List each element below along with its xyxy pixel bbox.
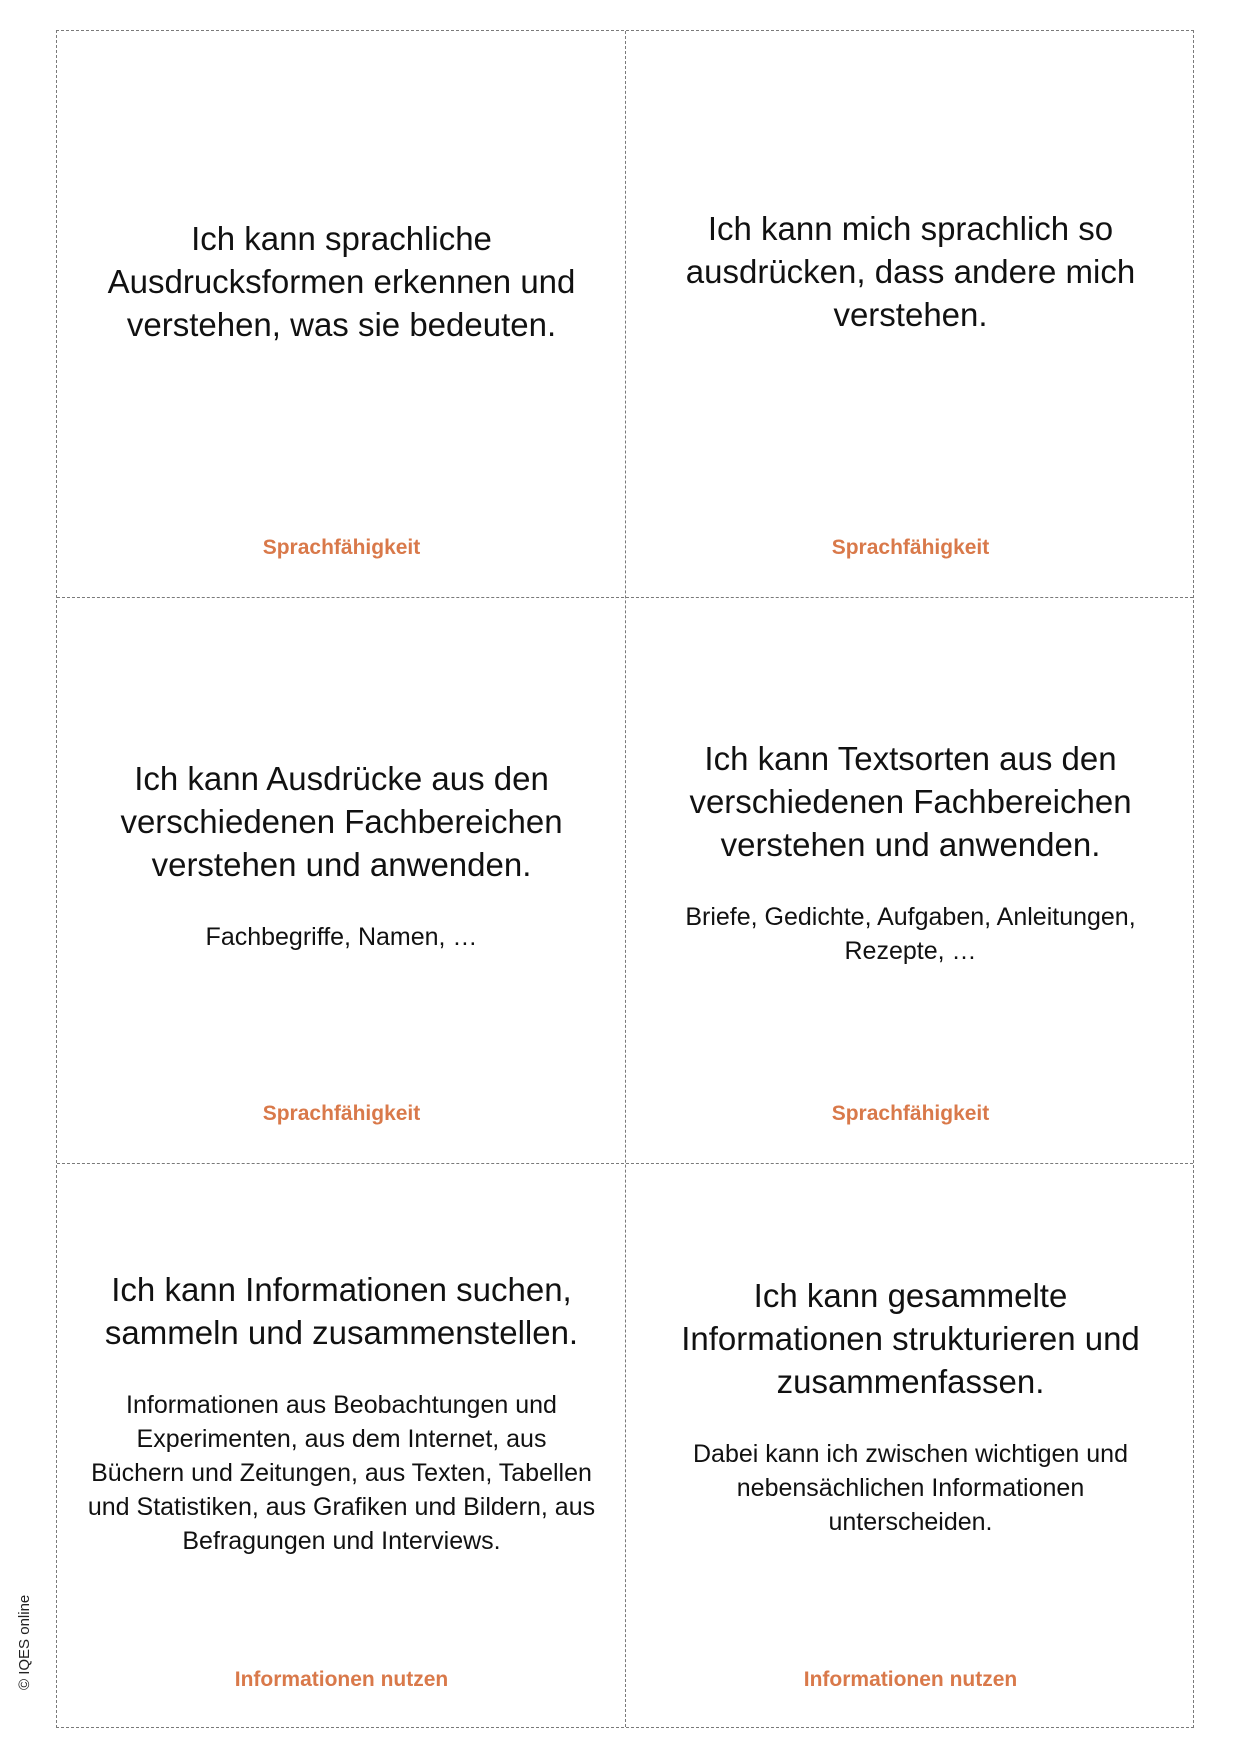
card-body — [87, 1183, 596, 1643]
card-statement: Ich kann Textsorten aus den verschiedenen Fachbereichen verstehen und anwenden. — [689, 739, 1132, 863]
card-body — [656, 627, 1165, 1077]
card-body — [656, 1169, 1165, 1643]
card-body — [656, 31, 1165, 511]
card-statement: Ich kann gesammelte Informationen strukturieren und zusammenfassen. — [681, 1276, 1140, 1400]
copyright-notice: © IQES online — [16, 1594, 33, 1690]
card-category: Sprachfähigkeit — [262, 1102, 421, 1125]
card-statement: Ich kann Ausdrücke aus den verschiedenen Fachbereichen verstehen und anwenden. — [120, 759, 563, 883]
card-body — [87, 51, 596, 511]
card-detail: Dabei kann ich zwischen wichtigen und nebensächlichen Informationen unterscheiden. — [693, 1439, 1128, 1536]
card-category: Informationen nutzen — [803, 1668, 1018, 1691]
card-body — [87, 633, 596, 1077]
card-detail: Briefe, Gedichte, Aufgaben, Anleitungen, Rezepte, … — [685, 902, 1136, 965]
card-detail: Fachbegriffe, Namen, … — [205, 922, 478, 951]
card-category: Sprachfähigkeit — [831, 1102, 990, 1125]
card-category: Informationen nutzen — [234, 1668, 449, 1691]
card-category: Sprachfähigkeit — [831, 536, 990, 559]
competency-card — [626, 597, 1195, 1163]
competency-card — [626, 31, 1195, 597]
card-statement: Ich kann sprachliche Ausdrucksformen erkennen und verstehen, was sie bedeuten. — [107, 219, 576, 343]
competency-card — [57, 1163, 626, 1729]
card-detail: Informationen aus Beobachtungen und Experimenten, aus dem Internet, aus Büchern und Zeitungen, aus Texten, Tabellen und Statistiken, aus Grafiken und Bildern, aus Befragungen und Interviews. — [87, 1391, 596, 1555]
card-statement: Ich kann mich sprachlich so ausdrücken, dass andere mich verstehen. — [685, 209, 1136, 333]
competency-card — [57, 597, 626, 1163]
card-category: Sprachfähigkeit — [262, 536, 421, 559]
competency-card — [626, 1163, 1195, 1729]
competency-card — [57, 31, 626, 597]
card-sheet — [56, 30, 1194, 1728]
card-statement: Ich kann Informationen suchen, sammeln und zusammenstellen. — [104, 1271, 579, 1351]
